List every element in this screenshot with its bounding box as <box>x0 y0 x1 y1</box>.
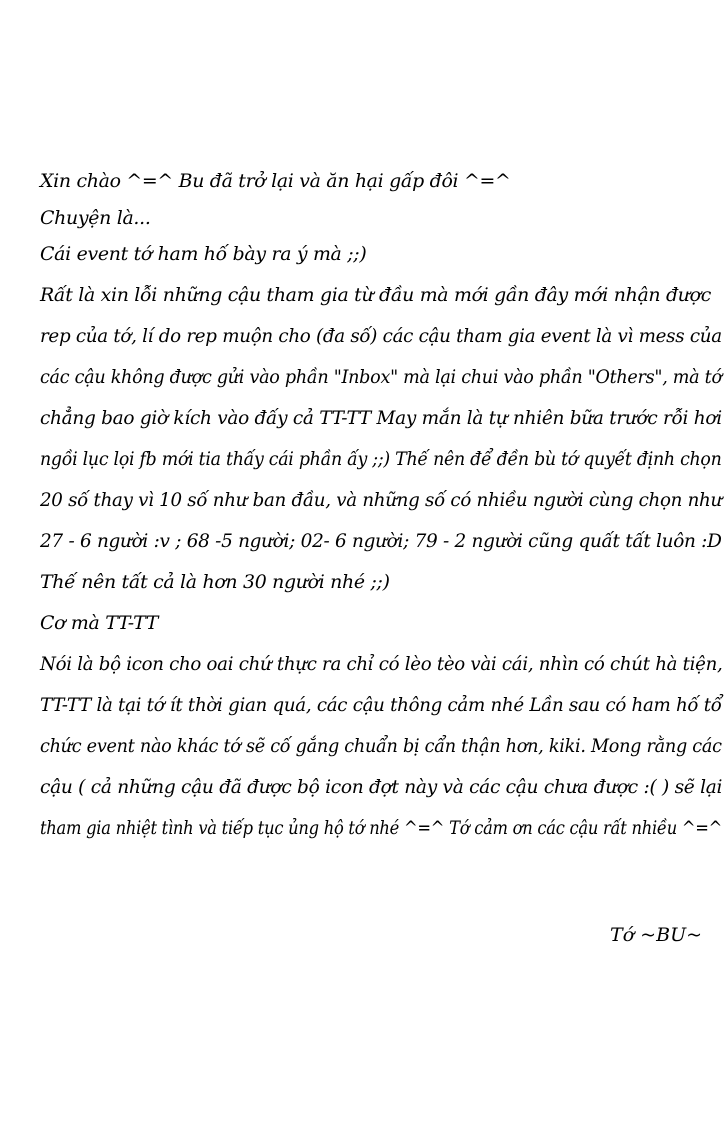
note-line-decision-1: ngồi lục lọi fb mới tia thấy cái phần ấy ;;) Thế nên để đền bù tớ quyết định chọn <box>40 448 722 470</box>
note-line-total: Thế nên tất cả là hơn 30 người nhé ;;) <box>40 571 390 593</box>
note-line-icons-3: chức event nào khác tớ sẽ cố gắng chuẩn bị cẩn thận hơn, kiki. Mong rằng các <box>40 735 722 757</box>
note-line-icons-2: TT-TT là tại tớ ít thời gian quá, các cậu thông cảm nhé Lần sau có ham hố tổ <box>40 694 722 716</box>
note-line-but: Cơ mà TT-TT <box>40 612 159 634</box>
note-line-decision-2: 20 số thay vì 10 số như ban đầu, và những số có nhiều người cùng chọn như <box>40 489 722 511</box>
note-line-thanks: tham gia nhiệt tình và tiếp tục ủng hộ tớ nhé ^=^ Tớ cảm ơn các cậu rất nhiều ^=^ <box>40 817 723 839</box>
note-line-icons-4: cậu ( cả những cậu đã được bộ icon đợt này và các cậu chưa được :( ) sẽ lại <box>40 776 723 798</box>
note-line-apology-3: các cậu không được gửi vào phần "Inbox" mà lại chui vào phần "Others", mà tớ <box>40 366 722 388</box>
note-line-apology-1: Rất là xin lỗi những cậu tham gia từ đầu mà mới gần đây mới nhận được <box>40 284 712 306</box>
note-signature: Tớ ~BU~ <box>610 924 702 946</box>
note-line-event: Cái event tớ ham hố bày ra ý mà ;;) <box>40 243 367 265</box>
note-line-icons-1: Nói là bộ icon cho oai chứ thực ra chỉ có lèo tèo vài cái, nhìn có chút hà tiện, <box>40 653 723 675</box>
note-line-apology-2: rep của tớ, lí do rep muộn cho (đa số) các cậu tham gia event là vì mess của <box>40 325 722 347</box>
note-line-numbers: 27 - 6 người :v ; 68 -5 người; 02- 6 người; 79 - 2 người cũng quất tất luôn :D <box>40 530 722 552</box>
note-line-apology-4: chẳng bao giờ kích vào đấy cả TT-TT May mắn là tự nhiên bữa trước rỗi hơi <box>40 407 722 429</box>
handwritten-note <box>40 161 726 849</box>
note-line-greeting: Xin chào ^=^ Bu đã trở lại và ăn hại gấp đôi ^=^ <box>40 170 511 192</box>
note-line-intro: Chuyện là... <box>40 207 151 229</box>
